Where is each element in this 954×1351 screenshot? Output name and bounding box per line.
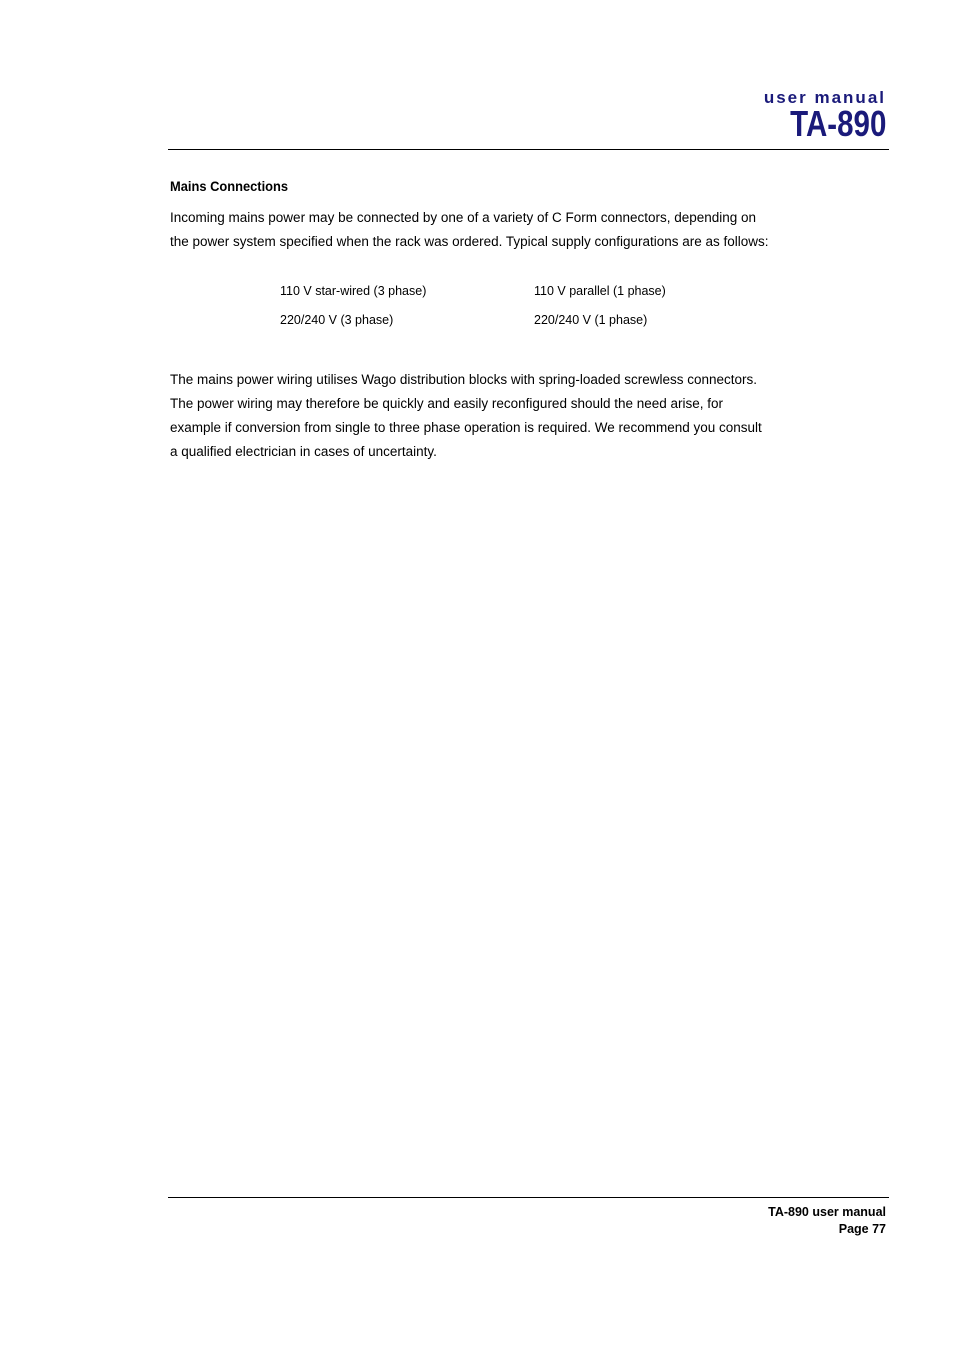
body-paragraph: The mains power wiring utilises Wago distribution blocks with spring-loaded screwless connectors. The power wiring may therefore be quickly and easily reconfigured should the need arise, for example if conversion from single to three phase operation is required. We recommend you consult a qualified electrician in cases of uncertainty.	[170, 372, 762, 459]
table-cell: 110 V parallel (1 phase)	[534, 284, 666, 298]
main-content	[170, 178, 770, 464]
section-heading: Mains Connections	[170, 178, 289, 194]
footer-page-number: Page 77	[838, 1222, 886, 1236]
supply-configurations-table	[280, 284, 666, 342]
table-row	[280, 284, 666, 313]
footer-manual-title: TA-890 user manual	[768, 1205, 886, 1219]
footer-rule	[168, 1197, 889, 1198]
page-footer	[768, 1204, 886, 1238]
table-cell: 220/240 V (3 phase)	[280, 313, 394, 327]
table-cell: 220/240 V (1 phase)	[534, 313, 648, 327]
header-title: TA-890	[789, 103, 886, 144]
intro-paragraph: Incoming mains power may be connected by one of a variety of C Form connectors, depending on the power system specified when the rack was ordered. Typical supply configurations are as follows:	[170, 210, 769, 249]
table-cell: 110 V star-wired (3 phase)	[280, 284, 427, 298]
header-subtitle: user manual	[763, 88, 886, 107]
table-row	[280, 313, 666, 342]
header-rule	[168, 149, 889, 150]
